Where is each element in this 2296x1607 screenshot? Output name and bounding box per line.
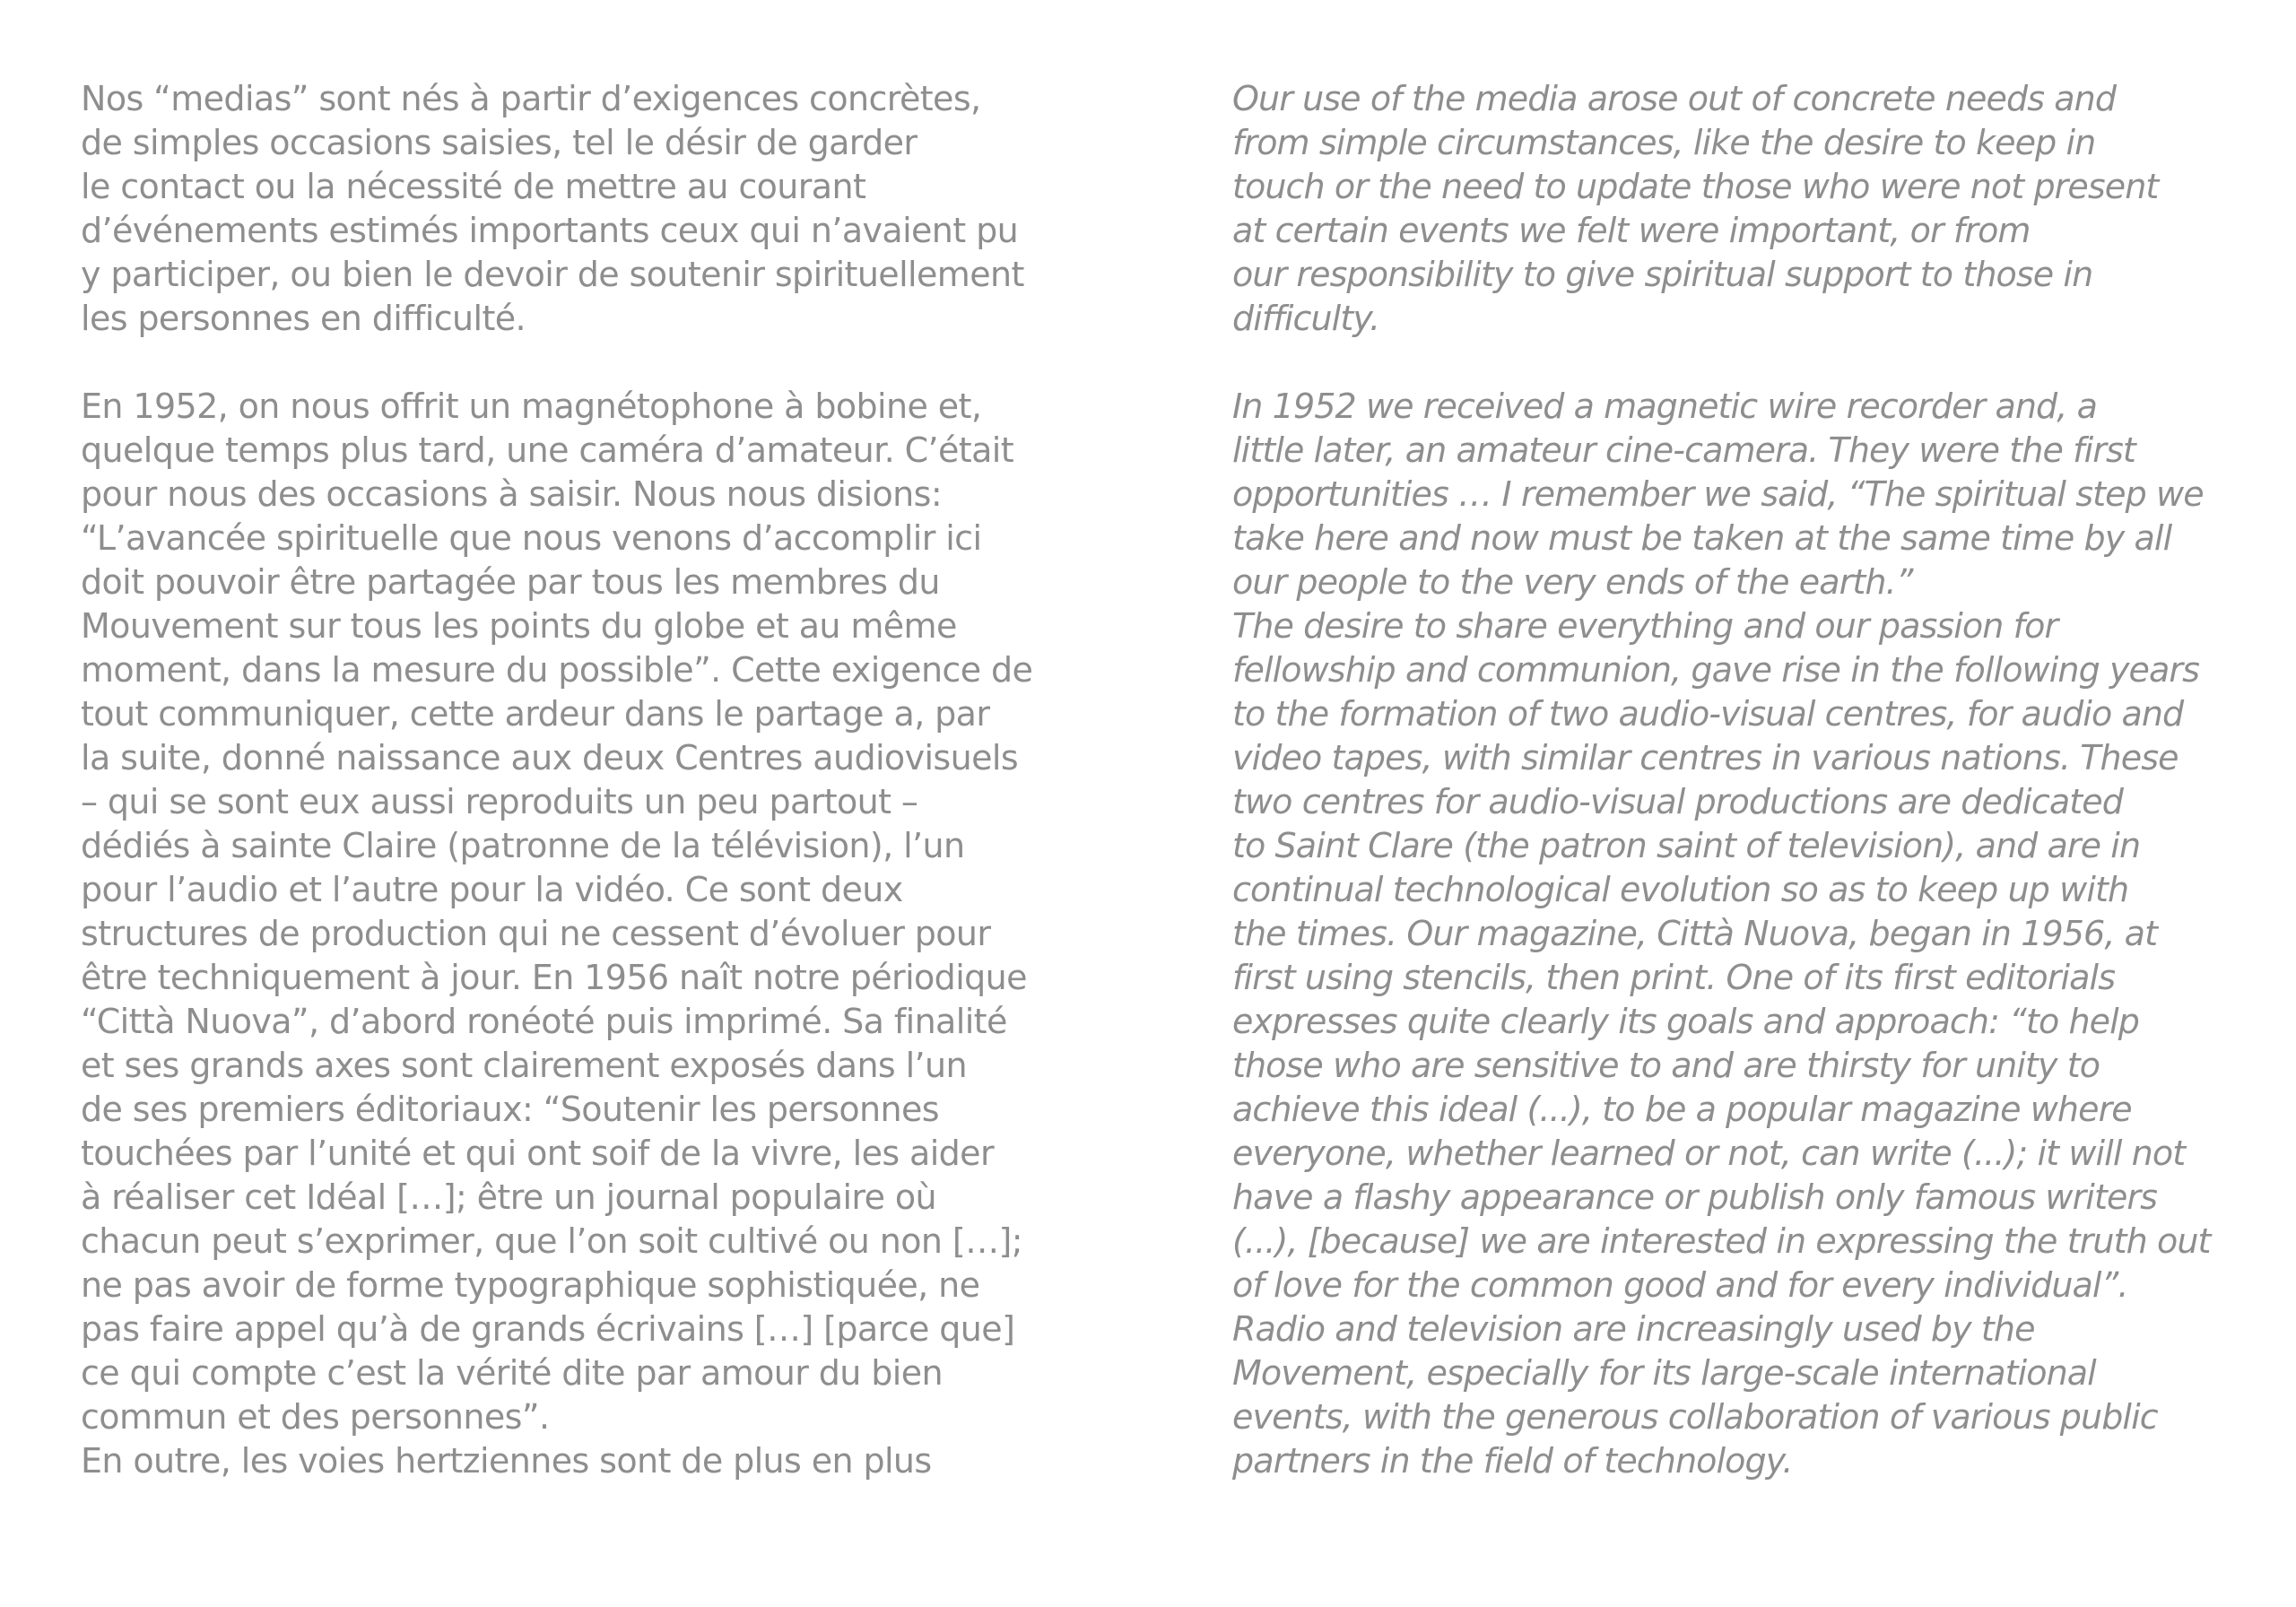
text-line: y participer, ou bien le devoir de soutenir spirituellement [81, 255, 1024, 294]
text-line: our responsibility to give spiritual support to those in [1232, 255, 2093, 294]
text-line: En 1952, on nous offrit un magnétophone à bobine et, [81, 387, 982, 426]
text-line: être techniquement à jour. En 1956 naît notre périodique [81, 958, 1027, 997]
text-line: le contact ou la nécessité de mettre au courant [81, 167, 866, 206]
text-line: les personnes en difficulté. [81, 299, 526, 338]
text-line: little later, an amateur cine-camera. They were the first [1232, 430, 2135, 470]
text-line: moment, dans la mesure du possible”. Cette exigence de [81, 650, 1033, 690]
text-line: opportunities … I remember we said, “The spiritual step we [1232, 474, 2204, 514]
text-line: achieve this ideal (...), to be a popular magazine where [1232, 1090, 2132, 1129]
text-line: first using stencils, then print. One of its first editorials [1232, 958, 2116, 997]
text-line: video tapes, with similar centres in various nations. These [1232, 738, 2179, 777]
text-line: “L’avancée spirituelle que nous venons d’accomplir ici [81, 518, 982, 558]
text-line: En outre, les voies hertziennes sont de plus en plus [81, 1441, 932, 1481]
text-line: touch or the need to update those who were not present [1232, 167, 2159, 206]
text-line: Radio and television are increasingly used by the [1232, 1309, 2035, 1349]
text-line: pour l’audio et l’autre pour la vidéo. Ce sont deux [81, 870, 903, 909]
text-line: The desire to share everything and our passion for [1232, 606, 2058, 646]
text-line: doit pouvoir être partagée par tous les membres du [81, 562, 940, 602]
text-line: of love for the common good and for every individual”. [1232, 1265, 2128, 1305]
text-line: to Saint Clare (the patron saint of television), and are in [1232, 826, 2141, 865]
paragraph-spacer [1232, 341, 2255, 385]
french-text-column [81, 77, 1103, 1483]
english-text-column [1232, 77, 2255, 1483]
text-line: at certain events we felt were important, or from [1232, 211, 2031, 250]
text-line: two centres for audio-visual productions are dedicated [1232, 782, 2123, 821]
text-line: from simple circumstances, like the desire to keep in [1232, 123, 2096, 162]
english-paragraph-2 [1232, 385, 2255, 1483]
text-line: et ses grands axes sont clairement exposés dans l’un [81, 1046, 968, 1085]
text-line: to the formation of two audio-visual centres, for audio and [1232, 694, 2184, 734]
text-line: continual technological evolution so as to keep up with [1232, 870, 2129, 909]
text-line: tout communiquer, cette ardeur dans le partage a, par [81, 694, 990, 734]
text-line: la suite, donné naissance aux deux Centres audiovisuels [81, 738, 1019, 777]
text-line: quelque temps plus tard, une caméra d’amateur. C’était [81, 430, 1014, 470]
french-paragraph-2 [81, 385, 1103, 1483]
text-line: Mouvement sur tous les points du globe et au même [81, 606, 957, 646]
text-line: – qui se sont eux aussi reproduits un peu partout – [81, 782, 918, 821]
text-line: commun et des personnes”. [81, 1397, 550, 1437]
text-line: expresses quite clearly its goals and approach: “to help [1232, 1002, 2140, 1041]
text-line: Nos “medias” sont nés à partir d’exigences concrètes, [81, 79, 981, 118]
text-line: d’événements estimés importants ceux qui n’avaient pu [81, 211, 1019, 250]
text-line: take here and now must be taken at the same time by all [1232, 518, 2172, 558]
text-line: difficulty. [1232, 299, 1380, 338]
text-line: have a flashy appearance or publish only famous writers [1232, 1177, 2158, 1217]
text-line: “Città Nuova”, d’abord ronéoté puis imprimé. Sa finalité [81, 1002, 1007, 1041]
text-line: fellowship and communion, gave rise in the following years [1232, 650, 2200, 690]
text-line: events, with the generous collaboration of various public [1232, 1397, 2158, 1437]
text-line: (...), [because] we are interested in expressing the truth out [1232, 1221, 2211, 1261]
text-line: the times. Our magazine, Città Nuova, began in 1956, at [1232, 914, 2158, 953]
text-line: de simples occasions saisies, tel le désir de garder [81, 123, 918, 162]
text-line: de ses premiers éditoriaux: “Soutenir les personnes [81, 1090, 939, 1129]
text-line: our people to the very ends of the earth.” [1232, 562, 1913, 602]
text-line: ce qui compte c’est la vérité dite par amour du bien [81, 1353, 943, 1393]
english-paragraph-1 [1232, 77, 2255, 341]
text-line: pour nous des occasions à saisir. Nous nous disions: [81, 474, 943, 514]
text-line: those who are sensitive to and are thirsty for unity to [1232, 1046, 2100, 1085]
text-line: structures de production qui ne cessent d’évoluer pour [81, 914, 991, 953]
text-line: partners in the field of technology. [1232, 1441, 1793, 1481]
text-line: dédiés à sainte Claire (patronne de la télévision), l’un [81, 826, 965, 865]
text-line: ne pas avoir de forme typographique sophistiquée, ne [81, 1265, 980, 1305]
text-line: touchées par l’unité et qui ont soif de la vivre, les aider [81, 1134, 994, 1173]
text-line: Our use of the media arose out of concrete needs and [1232, 79, 2117, 118]
french-paragraph-1 [81, 77, 1103, 341]
text-line: pas faire appel qu’à de grands écrivains […] [parce que] [81, 1309, 1015, 1349]
text-line: In 1952 we received a magnetic wire recorder and, a [1232, 387, 2097, 426]
text-line: chacun peut s’exprimer, que l’on soit cultivé ou non […]; [81, 1221, 1022, 1261]
paragraph-spacer [81, 341, 1103, 385]
text-line: everyone, whether learned or not, can write (...); it will not [1232, 1134, 2186, 1173]
text-line: Movement, especially for its large-scale international [1232, 1353, 2096, 1393]
text-line: à réaliser cet Idéal […]; être un journal populaire où [81, 1177, 937, 1217]
